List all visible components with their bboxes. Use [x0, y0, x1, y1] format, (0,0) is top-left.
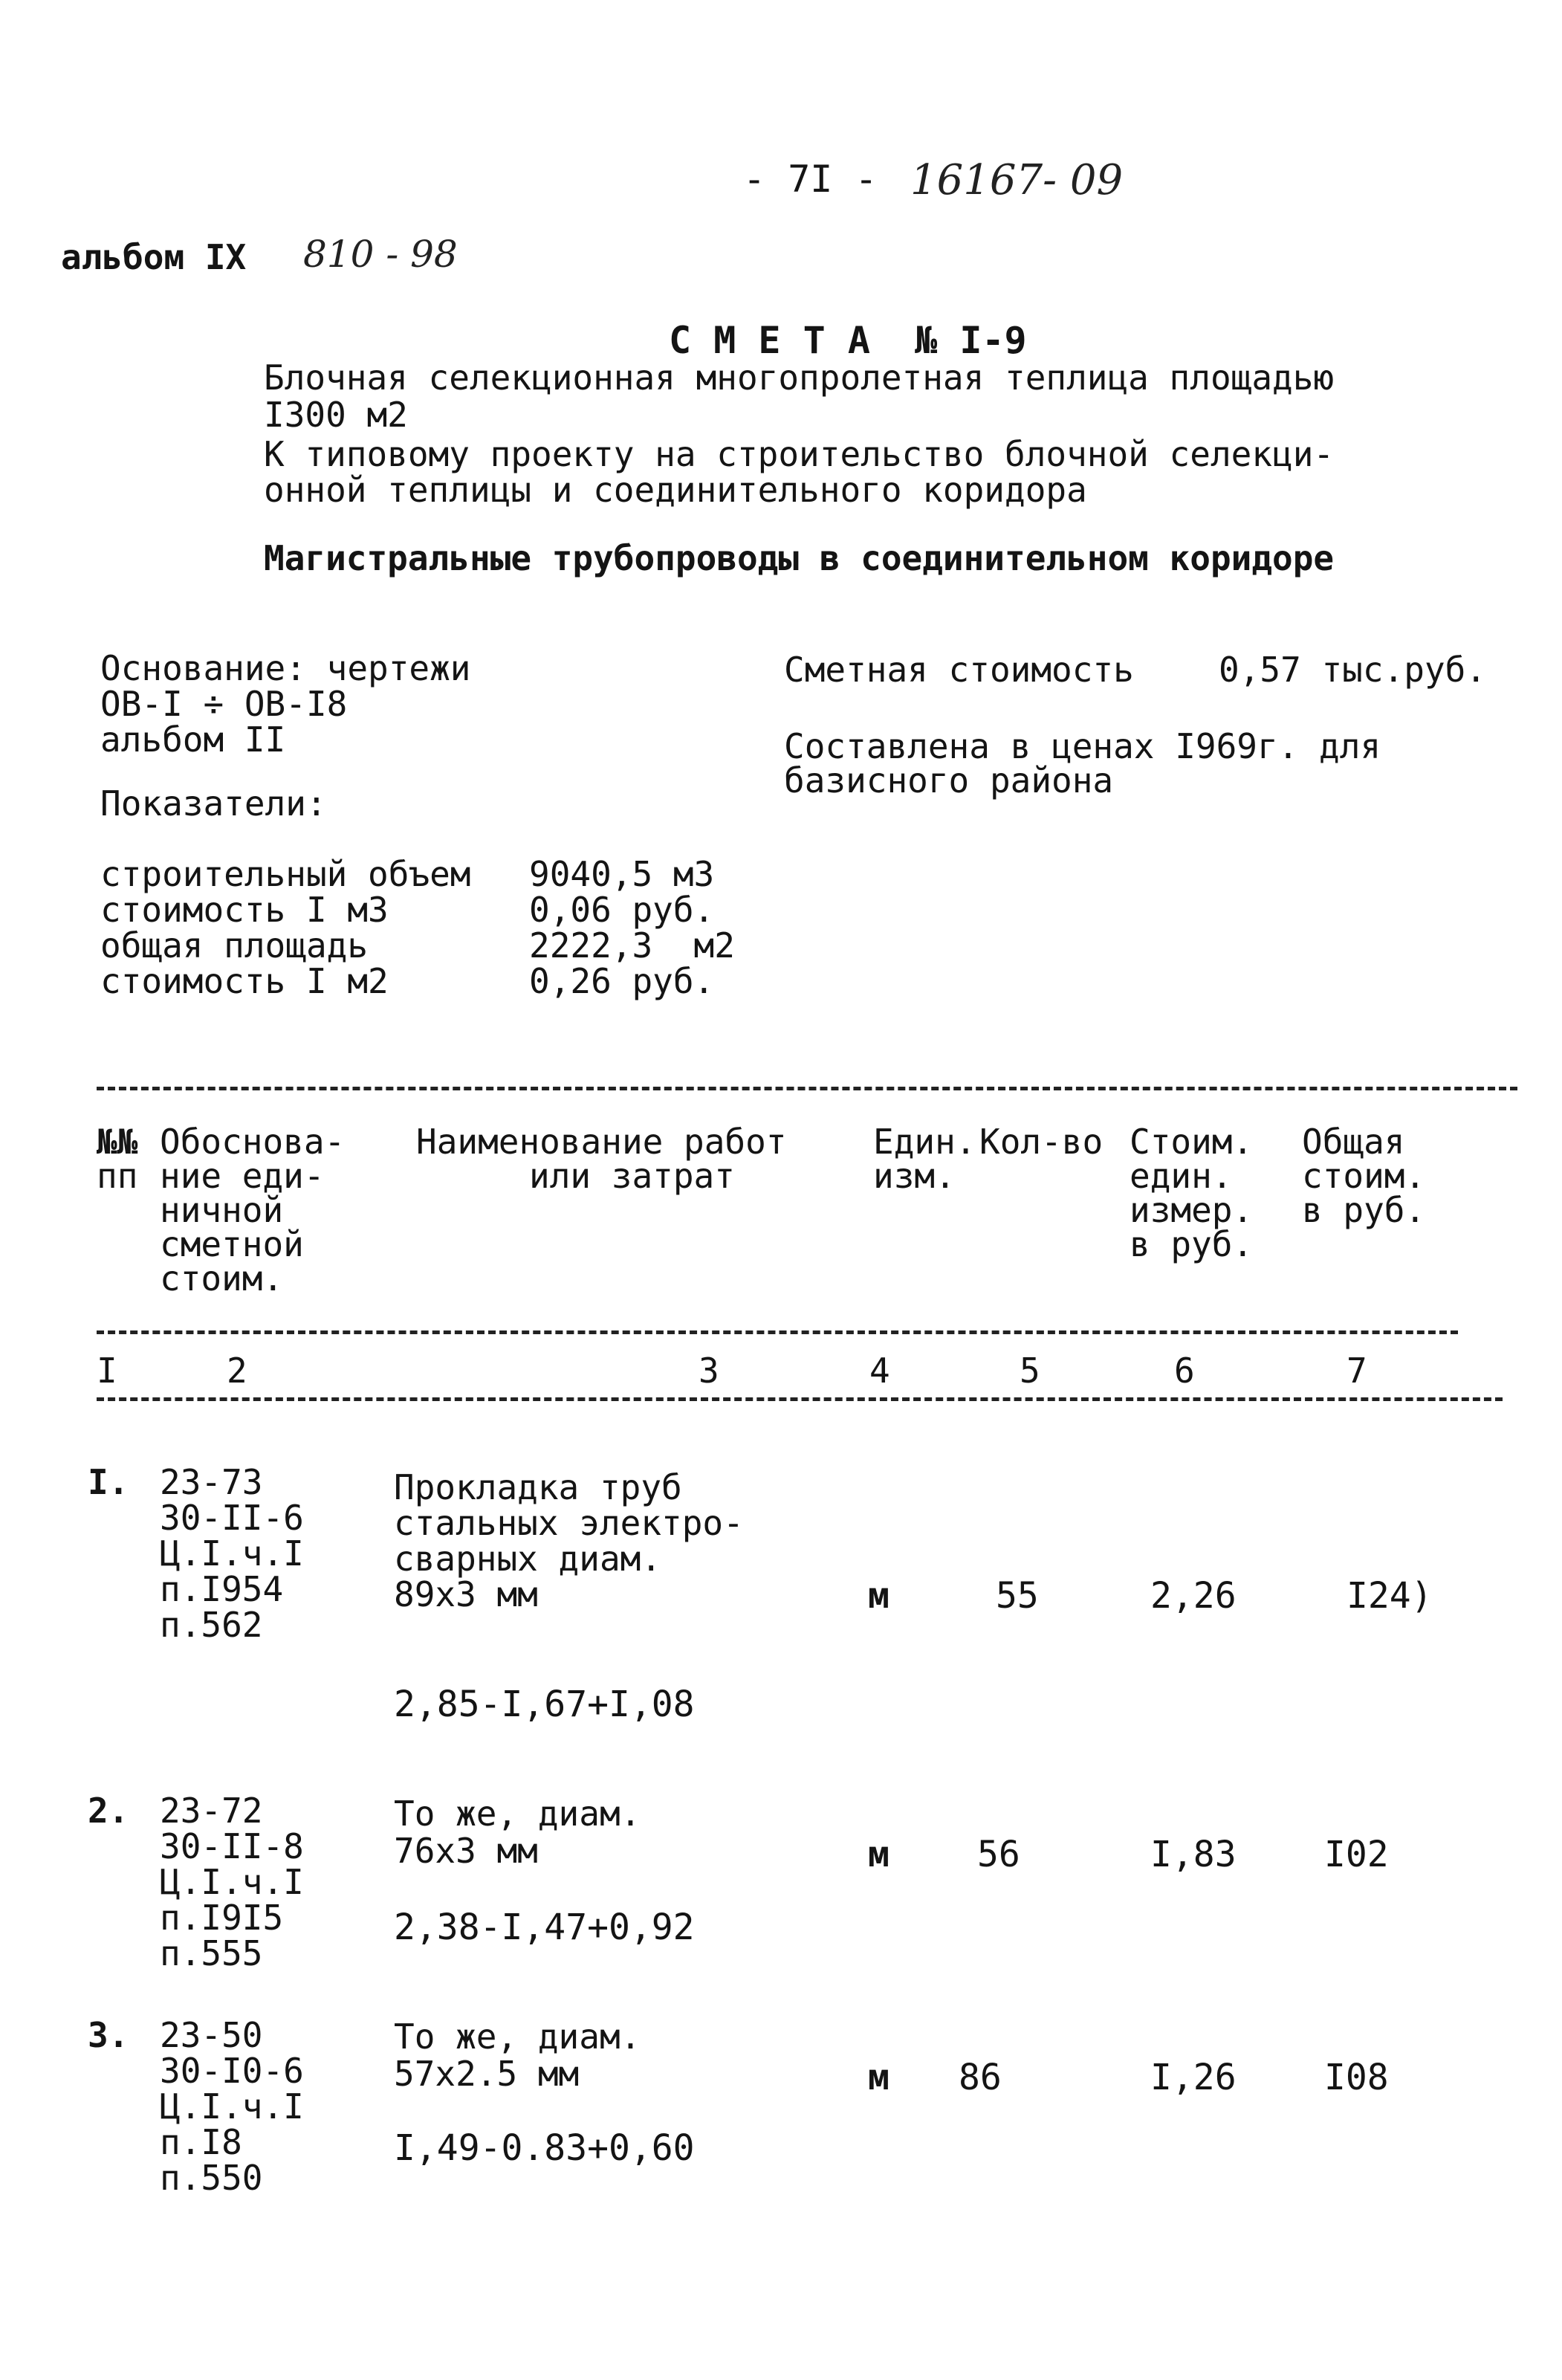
row-basis: 23-50: [160, 2015, 263, 2055]
indicator-label: стоимость I м3: [100, 890, 389, 930]
row-total: I24): [1347, 1575, 1433, 1617]
smeta-title: С М Е Т А № I-9: [669, 319, 1027, 362]
col-header-price: един.: [1130, 1156, 1233, 1196]
page-number: - 7I -: [743, 158, 878, 201]
col-header-total: Общая: [1302, 1122, 1405, 1162]
row-qty: 56: [977, 1834, 1020, 1875]
row-basis: 23-73: [160, 1462, 263, 1502]
row-basis: п.562: [160, 1605, 263, 1645]
indicator-label: стоимость I м2: [100, 961, 389, 1001]
col-header-price: Стоим.: [1130, 1122, 1254, 1162]
subtitle: Магистральные трубопроводы в соединительном коридоре: [264, 538, 1335, 578]
col-header-unit: Един.: [873, 1122, 976, 1162]
row-basis: 30-II-6: [160, 1498, 304, 1538]
row-unit: м: [868, 1575, 889, 1617]
indicator-label: общая площадь: [100, 925, 369, 966]
row-formula: I,49-0.83+0,60: [394, 2127, 695, 2169]
row-name: 89x3 мм: [394, 1574, 538, 1614]
col-header-basis: сметной: [160, 1224, 304, 1264]
col-number: 4: [869, 1351, 890, 1391]
title-line-3: К типовому проекту на строительство блочной селекци-: [264, 434, 1335, 474]
table-header-divider: [97, 1330, 1458, 1334]
row-name: сварных диам.: [394, 1539, 662, 1579]
col-header-basis: ние еди-: [160, 1156, 325, 1196]
row-basis: 30-II-8: [160, 1826, 304, 1866]
row-name: 76x3 мм: [394, 1831, 538, 1871]
album-handwritten: 810 - 98: [303, 233, 458, 276]
col-header-unit: изм.: [873, 1156, 956, 1196]
row-number: I.: [88, 1462, 129, 1502]
basis-line-3: альбом II: [100, 720, 286, 760]
title-line-1: Блочная селекционная многопролетная теплица площадью: [264, 358, 1335, 398]
row-basis: 23-72: [160, 1791, 263, 1831]
row-name: То же, диам.: [394, 2017, 641, 2057]
row-basis: п.555: [160, 1933, 263, 1973]
prices-line-2: базисного района: [784, 760, 1114, 801]
indicator-value: 2222,3 м2: [529, 925, 735, 966]
col-number: 5: [1020, 1351, 1040, 1391]
row-total: I02: [1324, 1834, 1389, 1875]
row-formula: 2,85-I,67+I,08: [394, 1684, 695, 1725]
indicator-label: строительный объем: [100, 854, 471, 894]
col-header-basis: ничной: [160, 1190, 284, 1230]
row-name: 57x2.5 мм: [394, 2054, 580, 2094]
indicator-value: 0,06 руб.: [529, 890, 715, 930]
row-basis: п.I8: [160, 2122, 242, 2162]
col-header-number: пп: [97, 1156, 138, 1196]
basis-line-1: Основание: чертежи: [100, 648, 471, 688]
row-unit: м: [868, 1834, 889, 1875]
col-header-price: измер.: [1130, 1190, 1254, 1230]
col-header-basis: Обоснова-: [160, 1122, 346, 1162]
doc-number-handwritten: 16167- 09: [910, 156, 1124, 204]
album-label: альбом IX: [61, 237, 247, 277]
row-qty: 86: [959, 2057, 1002, 2098]
estimated-cost-value: 0,57 тыс.руб.: [1219, 650, 1487, 690]
row-basis: п.I954: [160, 1569, 284, 1609]
table-numbers-divider: [97, 1397, 1503, 1401]
col-number: 3: [699, 1351, 719, 1391]
row-name: Прокладка труб: [394, 1467, 682, 1507]
col-header-name: Наименование работ: [416, 1122, 787, 1162]
indicator-value: 9040,5 м3: [529, 854, 715, 894]
indicator-value: 0,26 руб.: [529, 961, 715, 1001]
col-header-total: стоим.: [1302, 1156, 1426, 1196]
title-line-4: онной теплицы и соединительного коридора: [264, 470, 1087, 510]
col-number: 7: [1347, 1351, 1367, 1391]
row-unit: м: [868, 2057, 889, 2098]
row-total: I08: [1324, 2057, 1389, 2098]
col-number: 6: [1174, 1351, 1195, 1391]
basis-line-2: ОВ-I ÷ ОВ-I8: [100, 684, 348, 724]
table-top-divider: [97, 1087, 1517, 1090]
row-qty: 55: [996, 1575, 1039, 1617]
row-price: I,83: [1150, 1834, 1237, 1875]
row-basis: 30-I0-6: [160, 2051, 304, 2091]
title-line-2: I300 м2: [264, 395, 408, 435]
indicators-heading: Показатели:: [100, 783, 327, 824]
col-header-name: или затрат: [529, 1156, 735, 1196]
row-basis: Ц.I.ч.I: [160, 2086, 304, 2127]
row-basis: Ц.I.ч.I: [160, 1862, 304, 1902]
row-name: стальных электро-: [394, 1503, 744, 1543]
prices-line-1: Составлена в ценах I969г. для: [784, 726, 1381, 766]
row-number: 2.: [88, 1791, 129, 1831]
row-price: I,26: [1150, 2057, 1237, 2098]
row-basis: Ц.I.ч.I: [160, 1533, 304, 1574]
col-header-number: №№: [97, 1122, 138, 1162]
row-basis: п.550: [160, 2158, 263, 2198]
col-number: 2: [227, 1351, 247, 1391]
row-price: 2,26: [1150, 1575, 1237, 1617]
col-header-total: в руб.: [1302, 1190, 1426, 1230]
row-formula: 2,38-I,47+0,92: [394, 1907, 695, 1948]
col-number: I: [97, 1351, 117, 1391]
col-header-qty: Кол-во: [979, 1122, 1104, 1162]
col-header-basis: стоим.: [160, 1258, 284, 1299]
col-header-price: в руб.: [1130, 1224, 1254, 1264]
row-basis: п.I9I5: [160, 1898, 284, 1938]
row-name: То же, диам.: [394, 1794, 641, 1834]
row-number: 3.: [88, 2015, 129, 2055]
estimated-cost-label: Сметная стоимость: [784, 650, 1134, 690]
